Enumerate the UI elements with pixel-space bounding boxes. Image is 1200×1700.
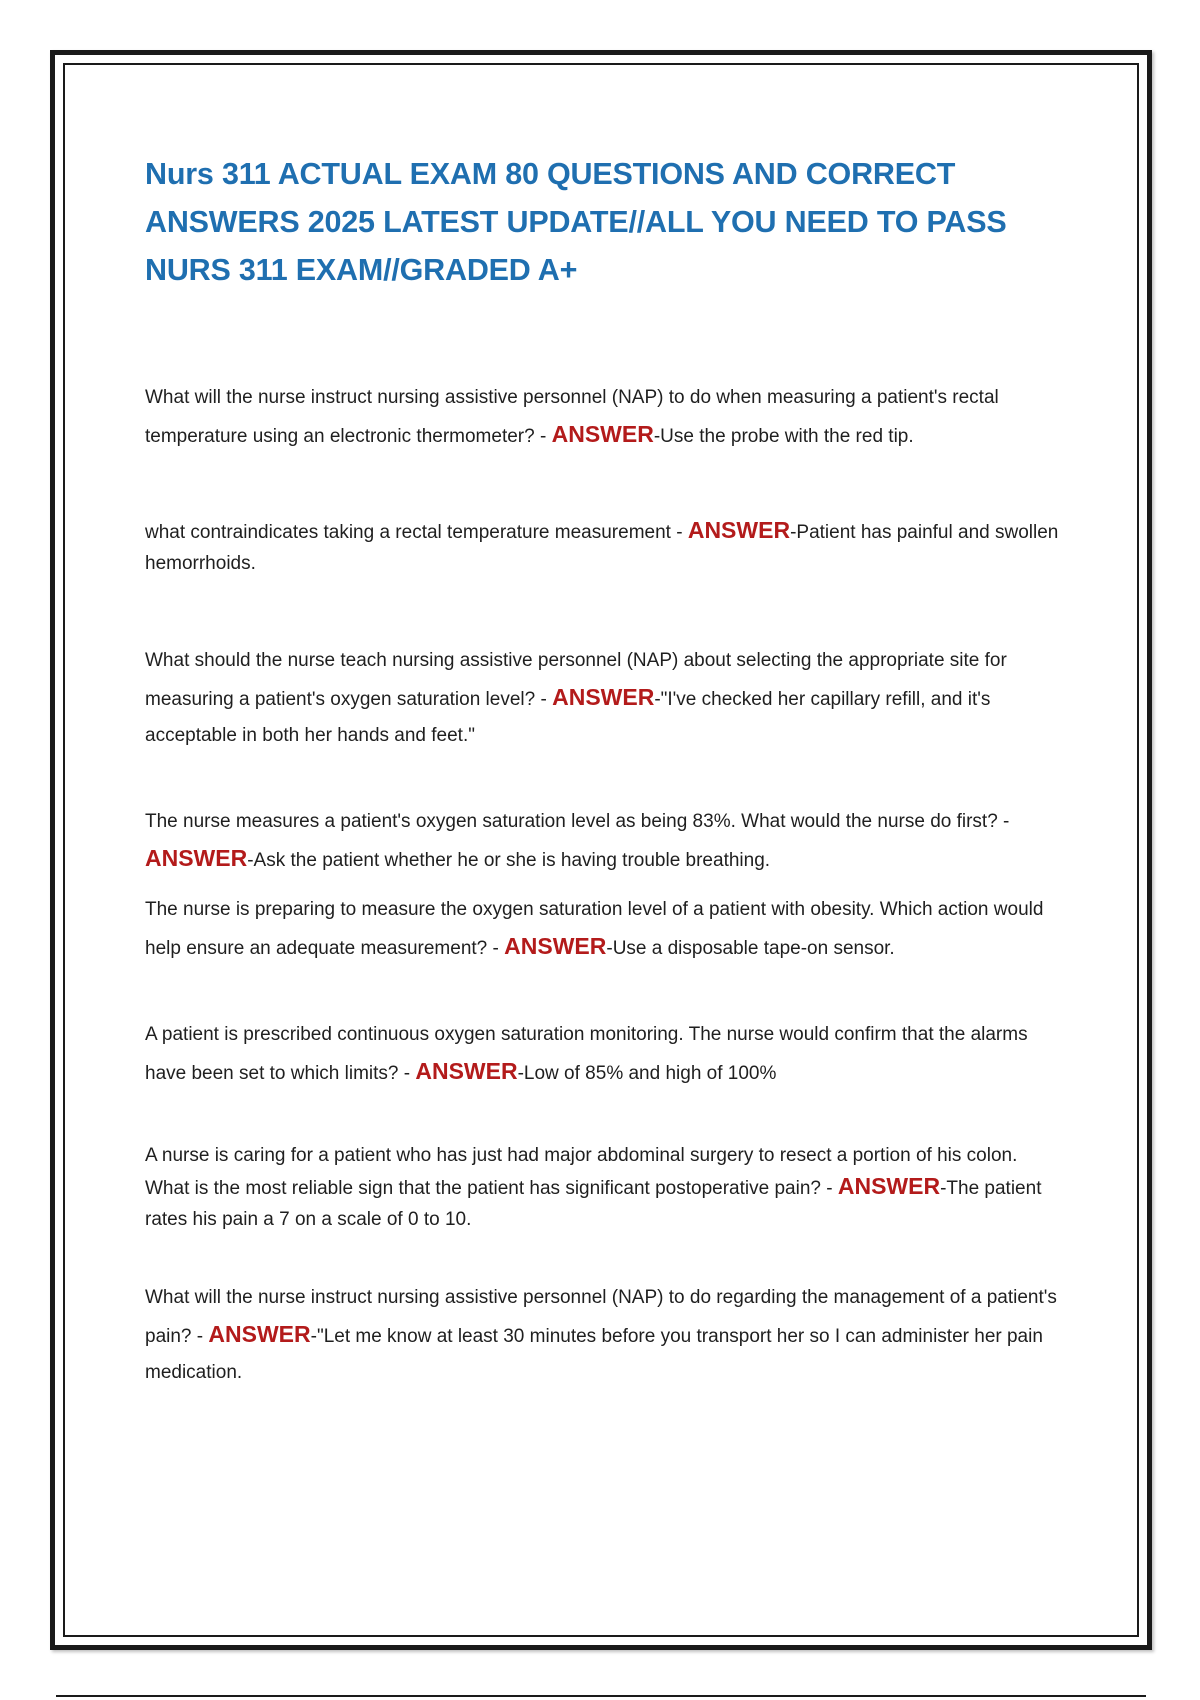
page-content bbox=[145, 150, 1065, 1383]
answer-text: -Low of 85% and high of 100% bbox=[517, 1063, 777, 1084]
answer-label: ANSWER bbox=[415, 1058, 518, 1084]
answer-text: -Ask the patient whether he or she is having trouble breathing. bbox=[247, 850, 771, 871]
answer-label: ANSWER bbox=[552, 684, 655, 710]
answer-text: -Patient has painful and swollen hemorrhoids. bbox=[145, 522, 1059, 574]
question-text: A patient is prescribed continuous oxygen saturation monitoring. The nurse would confirm that the alarms have been set to which limits? - bbox=[145, 1024, 1028, 1084]
answer-label: ANSWER bbox=[208, 1321, 311, 1347]
answer-label: ANSWER bbox=[687, 517, 791, 543]
qa-item bbox=[145, 643, 1065, 754]
question-text: What will the nurse instruct nursing assistive personnel (NAP) to do when measuring a patient's rectal temperature using an electronic thermometer? - bbox=[145, 387, 999, 447]
qa-item bbox=[145, 1140, 1065, 1235]
question-text: The nurse measures a patient's oxygen saturation level as being 83%. What would the nurse do first? - bbox=[145, 811, 1010, 832]
answer-text: -"I've checked her capillary refill, and it's acceptable in both her hands and feet." bbox=[145, 689, 991, 746]
qa-item bbox=[145, 1280, 1065, 1391]
answer-label: ANSWER bbox=[837, 1173, 941, 1199]
question-text: What should the nurse teach nursing assistive personnel (NAP) about selecting the appropriate site for measuring a patient's oxygen saturation level? - bbox=[145, 650, 1007, 710]
answer-text: -Use a disposable tape-on sensor. bbox=[606, 938, 895, 959]
footer-divider bbox=[56, 1695, 1146, 1697]
answer-label: ANSWER bbox=[504, 933, 607, 959]
qa-item bbox=[145, 515, 1065, 579]
qa-item bbox=[145, 804, 1065, 879]
answer-text: -The patient rates his pain a 7 on a scale of 0 to 10. bbox=[145, 1178, 1042, 1230]
question-text: What will the nurse instruct nursing assistive personnel (NAP) to do regarding the management of a patient's pain? - bbox=[145, 1287, 1057, 1347]
qa-item bbox=[145, 380, 1065, 455]
qa-item bbox=[145, 892, 1065, 967]
question-text: The nurse is preparing to measure the oxygen saturation level of a patient with obesity. Which action would help ensure an adequate measurement? - bbox=[145, 899, 1044, 959]
document-title: Nurs 311 ACTUAL EXAM 80 QUESTIONS AND CORRECT ANSWERS 2025 LATEST UPDATE//ALL YOU NEED TO PASS NURS 311 EXAM//GRADED A+ bbox=[145, 157, 1007, 287]
answer-label: ANSWER bbox=[145, 845, 248, 871]
question-text: A nurse is caring for a patient who has just had major abdominal surgery to resect a portion of his colon. What is the most reliable sign that the patient has significant postoperative pain? - bbox=[145, 1145, 1018, 1199]
qa-item bbox=[145, 1017, 1065, 1092]
answer-label: ANSWER bbox=[551, 421, 654, 447]
question-text: what contraindicates taking a rectal temperature measurement - bbox=[145, 522, 683, 543]
answer-text: -Use the probe with the red tip. bbox=[653, 426, 914, 447]
answer-text: -"Let me know at least 30 minutes before you transport her so I can administer her pain medication. bbox=[145, 1326, 1043, 1383]
